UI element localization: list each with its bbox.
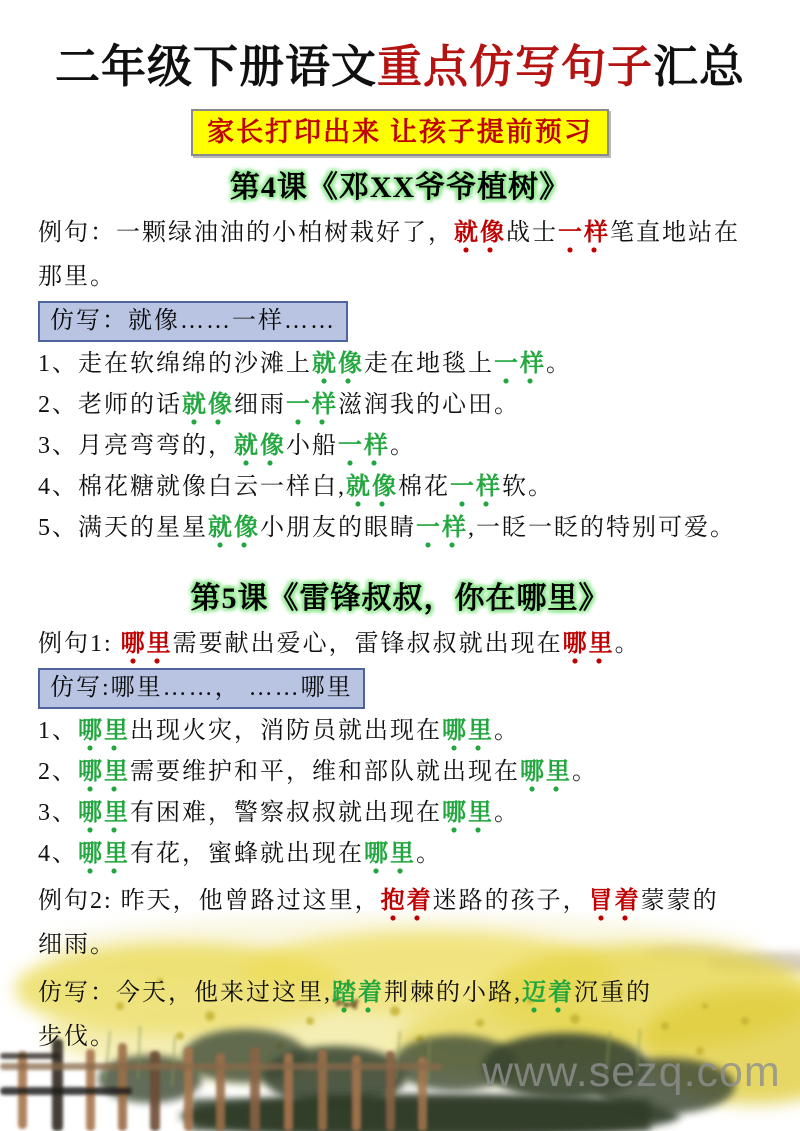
notice-banner: 家长打印出来 让孩子提前预习: [191, 109, 609, 156]
title-red-part: 重点仿写句子: [376, 42, 653, 92]
lesson5-pattern-box: 仿写:哪里……， ……哪里: [38, 668, 365, 709]
lesson4-item-1: 1、走在软绵绵的沙滩上就像走在地毯上一样。: [38, 344, 762, 385]
lesson5-example2-sentence: 例句2: 昨天，他曾路过这里，抱着迷路的孩子，冒着蒙蒙的 细雨。: [38, 888, 719, 959]
lesson5-item-2: 2、哪里需要维护和平，维和部队就出现在哪里。: [38, 752, 762, 793]
lesson5-imitation-sentence: 仿写：今天，他来过这里,踏着荆棘的小路,迈着沉重的 步伐。: [38, 980, 652, 1051]
page-title: [20, 40, 780, 94]
lesson4-item-2: 2、老师的话就像细雨一样滋润我的心田。: [38, 385, 762, 426]
lesson5-pattern-row: [38, 668, 800, 709]
lesson4-heading: 第4课《邓XX爷爷植树》: [229, 171, 571, 205]
lesson5-item-4: 4、哪里有花，蜜蜂就出现在哪里。: [38, 834, 762, 875]
lesson4-item-4: 4、棉花糖就像白云一样白,就像棉花一样软。: [38, 467, 762, 508]
title-black-right: 汇总: [653, 42, 746, 92]
worksheet-content: [0, 40, 800, 1059]
lesson5-heading: 第5课《雷锋叔叔，你在哪里》: [190, 582, 610, 616]
watermark: www.sezq.com: [482, 1048, 781, 1096]
banner-row: [0, 109, 800, 156]
lesson4-pattern-row: [38, 301, 800, 342]
lesson4-item-5: 5、满天的星星就像小朋友的眼睛一样,一眨一眨的特别可爱。: [38, 508, 762, 549]
title-black-left: 二年级下册语文: [54, 42, 377, 92]
lesson5-example1-sentence: 例句1: 哪里需要献出爱心，雷锋叔叔就出现在哪里。: [38, 622, 762, 666]
lesson5-item-1: 1、哪里出现火灾，消防员就出现在哪里。: [38, 711, 762, 752]
lesson5-item-3: 3、哪里有困难，警察叔叔就出现在哪里。: [38, 793, 762, 834]
lesson4-pattern-box: 仿写：就像……一样……: [38, 301, 348, 342]
lesson4-example-sentence: 例句：一颗绿油油的小柏树栽好了，就像战士一样笔直地站在 那里。: [38, 220, 740, 291]
lesson4-item-3: 3、月亮弯弯的，就像小船一样。: [38, 426, 762, 467]
